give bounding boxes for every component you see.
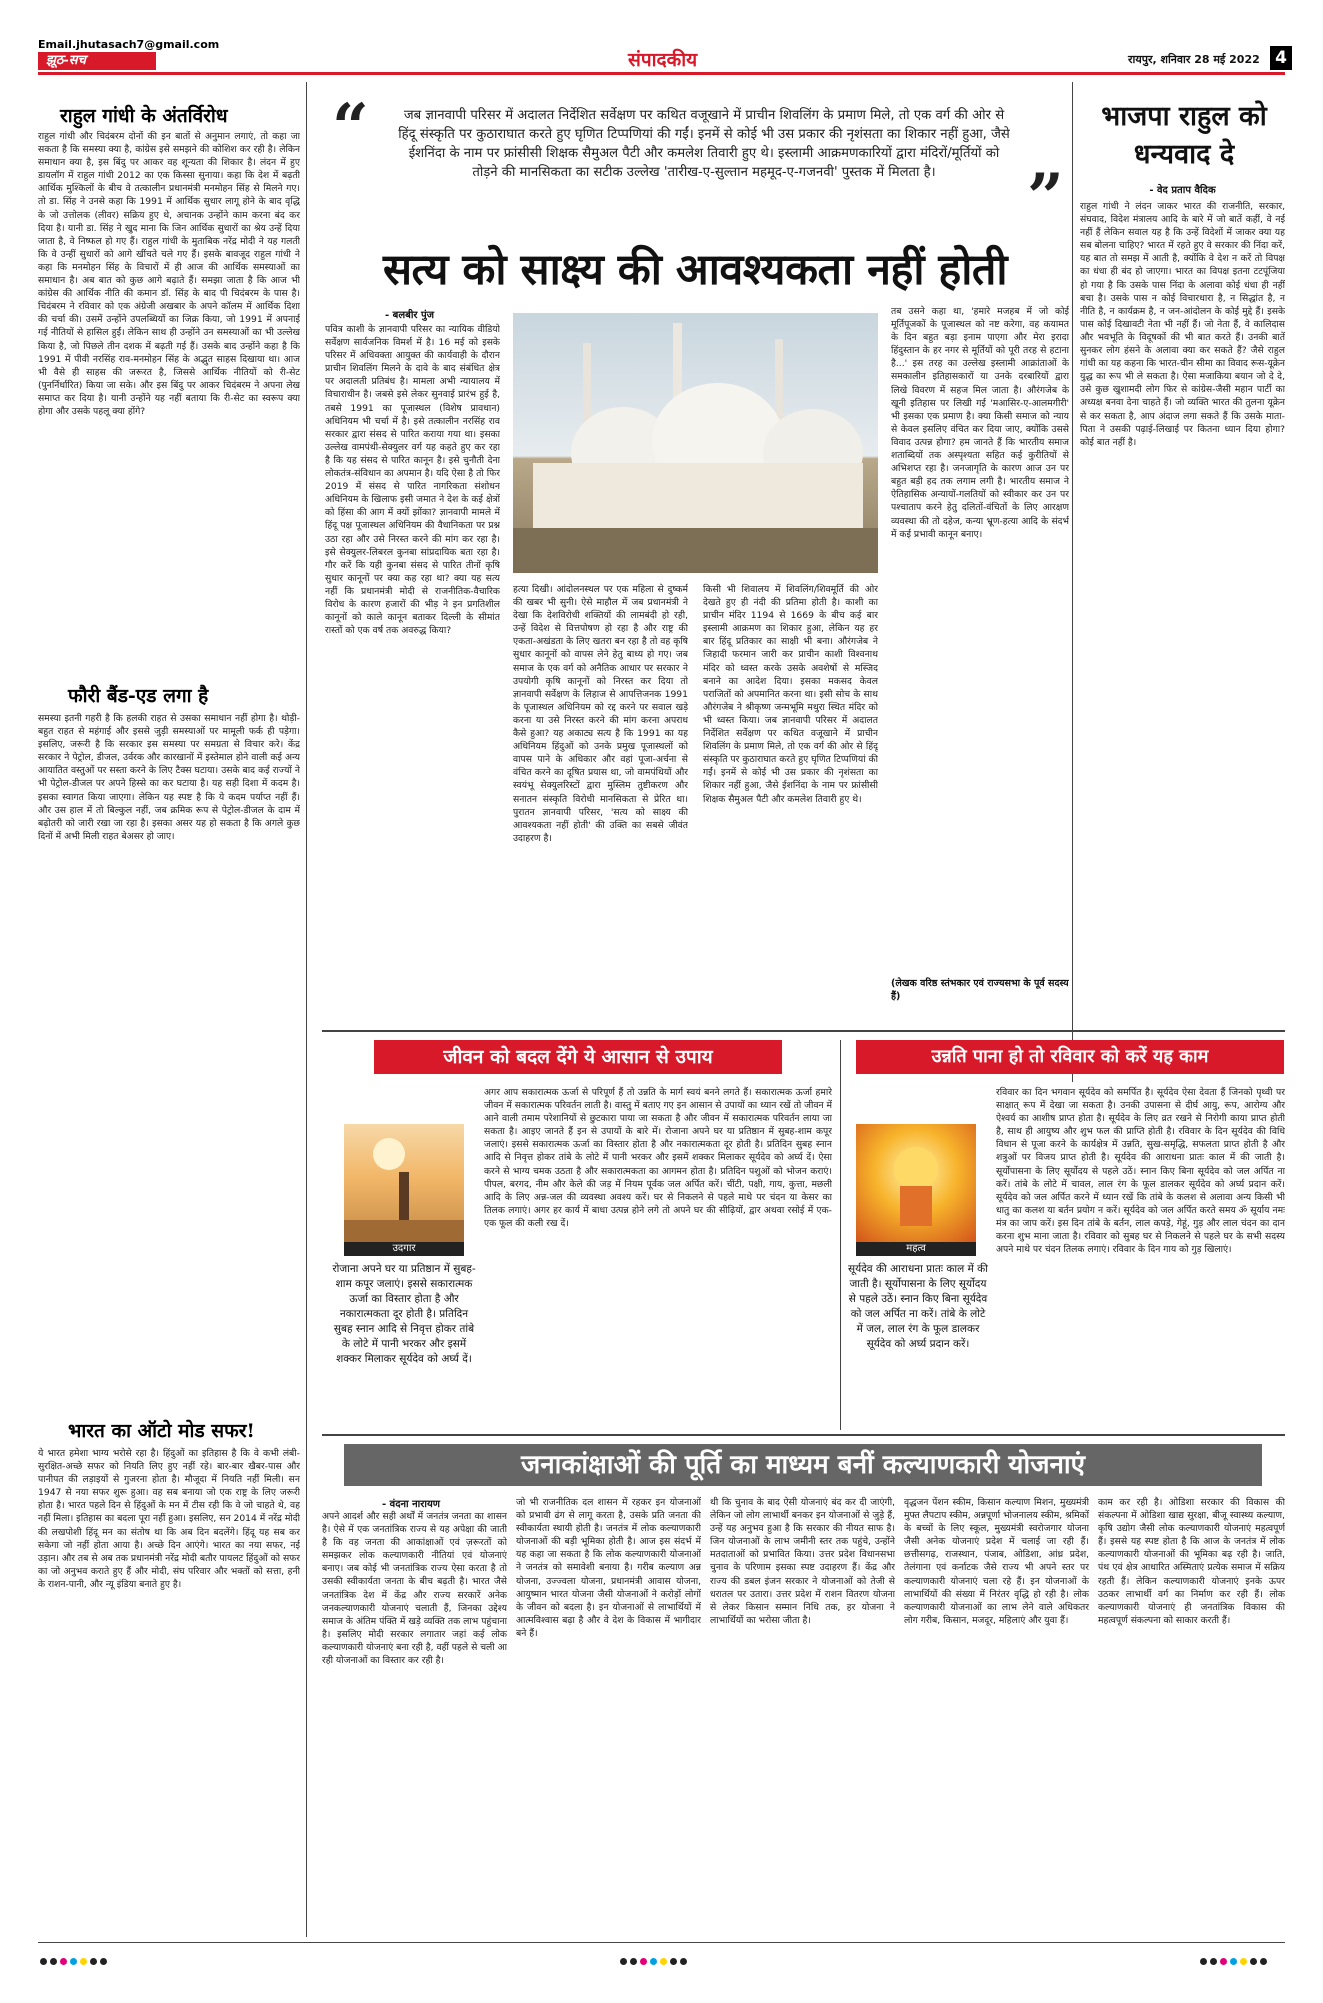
feature-2-headline: उन्नति पाना हो तो रविवार को करें यह काम — [856, 1040, 1284, 1074]
bottom-byline: - वंदना नारायण — [382, 1499, 440, 1510]
masthead — [38, 38, 1285, 70]
gyanvapi-photo — [513, 313, 878, 573]
section-title: संपादकीय — [628, 49, 698, 71]
pull-quote — [322, 90, 1064, 235]
sun-worship-illustration — [344, 1124, 464, 1242]
right-column — [1080, 82, 1285, 1082]
main-byline-footer: (लेखक वरिष्ठ स्तंभकार एवं राज्यसभा के पूर्व सदस्य हैं) — [891, 978, 1069, 1002]
main-col-3: किसी भी शिवालय में शिवलिंग/शिवमूर्ति की ओर देखते हुए ही नंदी की प्रतिमा होती है। काशी का प्राचीन मंदिर 1194 से 1669 के बीच कई बार इस्लामी आक्रमण का शिकार हुआ, लेकिन यह हर बार हिंदू प्रतिकार का साक्षी भी बना। औरंगजेब ने जिहादी फरमान जारी कर प्राचीन काशी विश्वनाथ मंदिर को ध्वस्त करके उसके अवशेषों से मस्जिद बनाने का आदेश दिया। इसका मकसद केवल पराजितों को अपमानित करना था। इसी सोच के साथ औरंगजेब ने श्रीकृष्ण जन्मभूमि मथुरा स्थित मंदिर को भी ध्वस्त किया। जब ज्ञानवापी परिसर में अदालत निर्देशित सर्वेक्षण पर कथित वजूखाने में प्राचीन शिवलिंग के प्रमाण मिले, तो एक वर्ग की ओर से हिंदू संस्कृति पर कुठाराघात करते हुए घृणित टिप्पणियां की गईं। इनमें से कोई भी उस प्रकार की नृशंसता का शिकार नहीं हुआ, जैसे ईशनिंदा के नाम पर फ्रांसीसी शिक्षक सैमुअल पैटी और कमलेश तिवारी हुए थे। — [703, 584, 878, 805]
footer-color-marks-left — [40, 1958, 107, 1965]
main-col-4: तब उसने कहा था, 'हमारे मजहब में जो कोई मूर्तिपूजकों के पूजास्थल को नष्ट करेगा, वह कयामत के दिन बहुत बड़ा इनाम पाएगा और मेरा इरादा हिंदुस्तान के हर नगर से मूर्तियों को पूरी तरह से हटाना है...' इस तरह का उल्लेख इस्लामी आक्रांताओं के समकालीन इतिहासकारों या उनके दरबारियों द्वारा लिखे विवरण में सहज मिल जाता है। औरंगजेब के खूनी इतिहास पर लिखी गई 'मआसिर-ए-आलमगीरी' भी इसका एक प्रमाण है। क्या किसी समाज को न्याय से केवल इसलिए वंचित कर दिया जाए, क्योंकि उससे विवाद उत्पन्न होगा? हम जानते हैं कि भारतीय समाज शताब्दियों तक अस्पृश्यता सहित कई कुरीतियों से अभिशप्त रहा है। जनजागृति के कारण आज उन पर बहुत बड़ी हद तक लगाम लगी है। भारतीय समाज ने ऐतिहासिक अन्यायों-गलतियों को स्वीकार कर उन पर पश्चाताप करने हेतु दलितों-वंचितों के लिए आरक्षण व्यवस्था की तो दहेज, कन्या भ्रूण-हत्या आदि के संदर्भ में कई प्रभावी कानून बनाए। — [891, 306, 1069, 540]
footer-color-marks-center — [620, 1958, 687, 1965]
quote-text: जब ज्ञानवापी परिसर में अदालत निर्देशित सर्वेक्षण पर कथित वजूखाने में प्राचीन शिवलिंग के प्रमाण मिले, तो एक वर्ग की ओर से हिंदू संस्कृति पर कुठाराघात करते हुए घृणित टिप्पणियां की गईं। इनमें से कोई भी उस प्रकार की नृशंसता का शिकार नहीं हुआ, जैसे ईशनिंदा के नाम पर फ्रांसीसी शिक्षक सैमुअल पैटी और कमलेश तिवारी हुए थे। इस्लामी आक्रमणकारियों द्वारा मंदिरों/मूर्तियों को तोड़ने की मानसिकता का सटीक उल्लेख 'तारीख-ए-सुल्तान महमूद-ए-गजनवी' पुस्तक में मिलता है। — [398, 108, 1010, 180]
left-headline-1: राहुल गांधी के अंतर्विरोध — [60, 105, 228, 127]
left-body-2: समस्या इतनी गहरी है कि हलकी राहत से उसका समाधान नहीं होगा है। थोड़ी-बहुत राहत से महंगाई और इससे जुड़ी समस्याओं पर मामूली फर्क ही पड़ेगा। इसलिए, जरूरी है कि सरकार इस समस्या पर समग्रता से विचार करे। केंद्र सरकार ने पेट्रोल, डीजल, उर्वरक और कारखानों में इस्तेमाल होने वाली कई अन्य आयातित वस्तुओं पर सस्ता करने के लिए टैक्स घटाया। उसके बाद कई राज्यों ने भी पेट्रोल-डीजल पर अपने हिस्से का कर घटाया है। यह सही दिशा में कदम है। इसका स्वागत किया जाएगा। लेकिन यह स्पष्ट है कि ये कदम पर्याप्त नहीं हैं। और उस हाल में तो बिल्कुल नहीं, जब क्रमिक रूप से पेट्रोल-डीजल के दाम में बढ़ोतरी को जारी रखा जा रहा है। इसका असर यह हो सकता है कि अगले कुछ दिनों में अभी मिली राहत बेअसर हो जाए। — [38, 713, 300, 842]
footer-rule — [38, 1942, 1285, 1943]
left-body-3: ये भारत हमेशा भाग्य भरोसे रहा है। हिंदुओं का इतिहास है कि वे कभी लंबी-सुरक्षित-अच्छे सफर को नियति लिए हुए नहीं रहे। बार-बार खैबर-पास और पानीपत की लड़ाइयों से गुजरना होता है। मौजूदा में नियति नहीं मिली। सन 1947 से नया सफर शुरू हुआ। वह सब बनाया जो एक राष्ट्र के लिए जरूरी होता है। भारत पहले दिन से हिंदुओं के मन में टीस रही कि वे जो चाहते थे, वह नहीं मिला। इतिहास का बदला पूरा नहीं हुआ। इसलिए, सन 2014 में नरेंद्र मोदी की लखपोशी हिंदू मन का संतोष था कि अब दिन बदलेंगे। हिंदू यह सब कर सकेगा जो नहीं होता आया है। अच्छे दिन आएंगे। भारत का नया सफर, नई उड़ान। और तब से अब तक प्रधानमंत्री नरेंद्र मोदी बतौर पायलट हिंदुओं को सफर का जो अनुभव कराते हुए हैं और मोदी, संघ परिवार और भक्तों को सत्ता, हनी के राशन-पानी, और न्यू इंडिया बनाते हुए है। — [38, 1448, 300, 1590]
header-rule — [38, 72, 1285, 75]
left-body-1: राहुल गांधी और चिदंबरम दोनों की इन बातों से अनुमान लगाएं, तो कहा जा सकता है कि समस्या क्या है, कांग्रेस इसे समझने की कोशिश कर रही है। लेकिन समाधान क्या है, इस बिंदु पर आकर वह शून्यता की शिकार है। लंदन में हुए डायलॉग में राहुल गांधी 2012 का एक किस्सा सुनाया। कहा कि देश में बढ़ती आर्थिक मुश्किलों के बीच वे तत्कालीन प्रधानमंत्री मनमोहन सिंह से मिलने गए। तो डा. सिंह ने उनसे कहा कि 1991 में आर्थिक सुधार लागू होने के बाद वृद्धि के जो उत्तोलक (लीवर) सक्रिय हुए थे, अचानक उन्होंने काम करना बंद कर दिया है। यानी डा. सिंह ने खुद माना कि जिन आर्थिक सुधारों का श्रेय उन्हें दिया जाता है, वे निष्फल हो गए हैं। राहुल गांधी के मुताबिक नरेंद्र मोदी ने यह गलती कि वे उन्हीं सुधारों को आगे खींचते चले गए हैं। इसके बावजूद राहुल गांधी ने कहा कि मनमोहन सिंह के विचारों में ही आज की आर्थिक समस्याओं का समाधान है। अब बात को कुछ आगे बढ़ाते हैं। समझा जाता है कि आज भी कांग्रेस की आर्थिक नीति की कमान डॉ. सिंह के बाद पी चिदंबरम के पास है। चिदंबरम ने रविवार को एक अंग्रेजी अखबार के अपने कॉलम में आर्थिक दिशा की चर्चा की। उसमें उन्होंने उपलब्धियों का जिक्र किया, जो 1991 में अपनाई गई नीतियों से हासिल हुईं। लेकिन साथ ही उन्होंने उन समस्याओं का भी उल्लेख किया है, जो पिछले तीन दशक में बढ़ती गई हैं। उसके बाद उन्होंने कहा है कि 1991 में पीवी नरसिंह राव-मनमोहन सिंह के अद्भुत साहस दिखाया था। आज भी वैसे ही साहस की जरूरत है, जिससे आर्थिक नीतियों को री-सेट (पुनर्निर्धारित) किया जा सके। और इस बिंदु पर आकर चिदंबरम ने अपना लेख समाप्त कर दिया है। यानी उन्होंने यह नहीं बताया कि री-सेट का स्वरूप क्या होगा और उसके पहलू क्या होंगे? — [38, 131, 300, 417]
bottom-col-5: काम कर रही है। ओडिशा सरकार की विकास की संकल्पना में ओडिशा खाद्य सुरक्षा, बीजू स्वास्थ्य कल्याण, कृषि उद्योग जैसी लोक कल्याणकारी योजनाएं महत्वपूर्ण हैं। इससे यह स्पष्ट होता है कि आज के जनतंत्र में लोक कल्याणकारी योजनाओं की भूमिका बढ़ रही है। जाति, पंथ एवं क्षेत्र आधारित अस्मिताएं प्रत्येक समाज में सक्रिय रहती हैं। लेकिन कल्याणकारी योजनाएं इनके ऊपर उठकर लाभार्थी वर्ग का निर्माण कर रही हैं। लोक कल्याणकारी योजनाएं ही जनतांत्रिक विकास की महत्वपूर्ण संकल्पना को साकार करती हैं। — [1098, 1497, 1285, 1626]
feature-1-photo — [344, 1124, 464, 1242]
left-column — [38, 82, 300, 1937]
feature-2-photo — [856, 1124, 976, 1242]
bottom-col-3: थी कि चुनाव के बाद ऐसी योजनाएं बंद कर दी जाएंगी, लेकिन जो लोग लाभार्थी बनकर इन योजनाओं से जुड़े हैं, उन्हें यह अनुभव हुआ है कि सरकार की नीयत साफ है। जिन योजनाओं के लाभ जमीनी स्तर तक पहुंचे, उन्होंने मतदाताओं को प्रभावित किया। उत्तर प्रदेश विधानसभा चुनाव के परिणाम इसका स्पष्ट उदाहरण हैं। केंद्र और राज्य की डबल इंजन सरकार ने योजनाओं को तेजी से धरातल पर उतारा। उत्तर प्रदेश में राशन वितरण योजना से लेकर किसान सम्मान निधि तक, हर योजना ने लाभार्थियों का भरोसा जीता है। — [710, 1497, 895, 1626]
feature-2-body: रविवार का दिन भगवान सूर्यदेव को समर्पित है। सूर्यदेव ऐसा देवता हैं जिनको पृथ्वी पर साक्षात् रूप में देखा जा सकता है। उनकी उपासना से दीर्घ आयु, रूप, आरोग्य और ऐश्वर्य का आशीष प्राप्त होता है। सूर्यदेव के लिए व्रत रखने से निरोगी काया प्राप्त होती है, साथ ही आयुष्य और शुभ फल की प्राप्ति होती है। रविवार के दिन सूर्यदेव की विधि विधान से पूजा करने के कार्यक्षेत्र में उन्नति, सुख-समृद्धि, सफलता प्राप्त होती है और शत्रुओं पर विजय प्राप्त होती है। सूर्यदेव की आराधना प्रातः काल में की जाती है। सूर्योपासना के लिए सूर्योदय से पहले उठें। स्नान किए बिना सूर्यदेव को जल अर्पित ना करें। तांबे के लोटे में चावल, लाल रंग के फूल डालकर सूर्यदेव को अर्घ्य प्रदान करें। सूर्यदेव को जल अर्पित करने में ध्यान रखें कि तांबे के कलश से अलावा अन्य किसी भी धातु का कलश या बर्तन प्रयोग न करें। सूर्यदेव को जल अर्पित करते समय ॐ सूर्याय नमः मंत्र का जाप करें। इस दिन तांबे के बर्तन, लाल कपड़े, गेहूं, गुड़ और लाल चंदन का दान करना शुभ माना जाता है। रविवार को सुबह घर से निकलने से पहले घर के सभी सदस्य अपने माथे पर चंदन तिलक लगाएं। रविवार के दिन गाय को गुड़ खिलाएं। — [996, 1087, 1285, 1256]
main-col-2: हत्या दिखी। आंदोलनस्थल पर एक महिला से दुष्कर्म की खबर भी सुनी। ऐसे माहौल में जब प्रधानमंत्री ने देखा कि देशविरोधी शक्तियों की लामबंदी हो रही, उन्हें विदेश से वित्तपोषण हो रहा है और राष्ट्र की एकता-अखंडता के लिए खतरा बन रहा है तो वह कृषि सुधार कानूनों को वापस लेने हेतु बाध्य हो गए। जब समाज के एक वर्ग को अनैतिक आधार पर सरकार ने उपयोगी कृषि कानूनों को निरस्त कर दिया तो ज्ञानवापी सर्वेक्षण के लिहाज से आपत्तिजनक 1991 के पूजास्थल अधिनियम को रद्द करने पर सवाल खड़े करना या उसे निरस्त करने की मांग करना अपराध कैसे हुआ? यह अकाट्य सत्य है कि 1991 का यह अधिनियम हिंदुओं को उनके प्रमुख पूजास्थलों को वापस पाने के अधिकार और वहां पूजा-अर्चना से वंचित करने का दूषित प्रयास था, जो वामपंथियों और स्वयंभू सेक्युलरिस्टों द्वारा मुस्लिम तुष्टीकरण और सनातन संस्कृति विरोधी मानसिकता से प्रेरित था। पुरातन ज्ञानवापी परिसर, 'सत्य को साक्ष्य की आवश्यकता नहीं होती' की उक्ति का सबसे जीवंत उदाहरण है। — [513, 584, 688, 844]
close-quote-icon: ” — [1027, 160, 1064, 235]
bottom-col-1: अपने आदर्श और सही अर्थों में जनतंत्र जनता का शासन है। ऐसे में एक जनतांत्रिक राज्य से यह अपेक्षा की जाती है कि वह जनता की आकांक्षाओं एवं ज़रूरतों को समझकर लोक कल्याणकारी नीतियां एवं योजनाएं बनाए। जब कोई भी जनतांत्रिक राज्य ऐसा करता है तो उसकी स्वीकार्यता जनता के बीच बढ़ती है। भारत जैसे जनतांत्रिक देश में केंद्र और राज्य सरकारें अनेक जनकल्याणकारी योजनाएं चलाती हैं, जिनका उद्देश्य समाज के अंतिम पंक्ति में खड़े व्यक्ति तक लाभ पहुंचाना है। इसलिए मोदी सरकार लगातार जहां कई लोक कल्याणकारी योजनाएं बना रही है, वहीं पहले से चली आ रही योजनाओं का विस्तार कर रही है। — [322, 1511, 507, 1667]
email-address[interactable]: Email.jhutasach7@gmail.com — [38, 38, 220, 51]
feature-2-caption: महत्व — [856, 1242, 976, 1256]
feature-1-body: अगर आप सकारात्मक ऊर्जा से परिपूर्ण हैं तो उन्नति के मार्ग स्वयं बनने लगते हैं। सकारात्मक ऊर्जा हमारे जीवन में सकारात्मक परिवर्तन लाती है। वास्तु में बताए गए इन आसान से उपायों का ध्यान रखें तो जीवन में आने वाली तमाम परेशानियों से छुटकारा पाया जा सकता है और जीवन में सकारात्मक परिवर्तन लाया जा सकता है। आइए जानते हैं इन से उपायों के बारे में। रोजाना अपने घर या प्रतिष्ठान में सुबह-शाम कपूर जलाएं। इससे सकारात्मक ऊर्जा का विस्तार होता है और नकारात्मकता दूर होती है। प्रतिदिन सुबह स्नान आदि से निवृत्त होकर तांबे के लोटे में पानी भरकर और इसमें शक्कर मिलाकर सूर्यदेव को अर्घ्य दें। ऐसा करने से भाग्य चमक उठता है और सकारात्मकता का आगमन होता है। प्रतिदिन पशुओं को भोजन कराएं। पीपल, बरगद, नीम और केले की जड़ में नियम पूर्वक जल अर्पित करें। चींटी, पक्षी, गाय, कुत्ता, मछली आदि के लिए अन्न-जल की व्यवस्था अवश्य करें। घर से निकलने से पहले माथे पर चंदन या केसर का तिलक लगाएं। अगर हर कार्य में बाधा उत्पन्न होने लगे तो अपने घर की सीढ़ियों, द्वार अथवा रसोई में एक-एक फूल की कली रख दें। — [484, 1087, 832, 1229]
footer-color-marks-right — [1200, 1958, 1267, 1965]
newspaper-logo: झूठ-सच — [38, 52, 156, 70]
bottom-col-4: वृद्धजन पेंशन स्कीम, किसान कल्याण मिशन, मुख्यमंत्री मुफ्त लैपटाप स्कीम, अन्नपूर्णा भोजनालय स्कीम, श्रमिकों के बच्चों के लिए स्कूल, मुख्यमंत्री स्वरोजगार योजना जैसी अनेक योजनाएं प्रदेश में चलाई जा रही हैं। छत्तीसगढ़, राजस्थान, पंजाब, ओडिशा, आंध्र प्रदेश, तेलंगाना एवं कर्नाटक जैसे राज्य भी अपने स्तर पर कल्याणकारी योजनाएं चला रहे हैं। इन योजनाओं के लाभार्थियों की संख्या में निरंतर वृद्धि हो रही है। लोक कल्याणकारी योजनाओं का लाभ लेने वाले अधिकतर लोग गरीब, किसान, मजदूर, महिलाएं और युवा हैं। — [904, 1497, 1089, 1626]
dateline: रायपुर, शनिवार 28 मई 2022 — [1128, 53, 1260, 66]
left-headline-2: फौरी बैंड-एड लगा है — [68, 685, 209, 707]
right-column-divider — [1072, 82, 1073, 1082]
main-headline: सत्य को साक्ष्य की आवश्यकता नहीं होती — [382, 245, 1008, 295]
feature-1 — [322, 1040, 835, 1430]
bottom-col-2: जो भी राजनीतिक दल शासन में रहकर इन योजनाओं को प्रभावी ढंग से लागू करता है, उसके प्रति जनता की स्वीकार्यता स्थायी होती है। जनतंत्र में लोक कल्याणकारी योजनाओं की बड़ी भूमिका होती है। आज इस संदर्भ में यह कहा जा सकता है कि लोक कल्याणकारी योजनाओं ने जनतंत्र को समावेशी बनाया है। गरीब कल्याण अन्न योजना, उज्ज्वला योजना, प्रधानमंत्री आवास योजना, आयुष्मान भारत योजना जैसी योजनाओं ने करोड़ों लोगों के जीवन को बदला है। इन योजनाओं से लाभार्थियों में आत्मविश्वास बढ़ा है और वे देश के विकास में भागीदार बने हैं। — [516, 1497, 701, 1639]
right-body: राहुल गांधी ने लंदन जाकर भारत की राजनीति, सरकार, संघवाद, विदेश मंत्रालय आदि के बारे में जो बातें कहीं, वे नई नहीं हैं लेकिन सवाल यह है कि उन्हें विदेशों में जाकर क्या यह सब बोलना चाहिए? भारत में रहते हुए वे सरकार की निंदा करें, यह बात तो समझ में आती है, क्योंकि वे देश न करें तो विपक्ष का धंधा ही बंद हो जाएगा। भारत का विपक्ष इतना टटपूंजिया हो गया है कि उसके पास निंदा के अलावा कोई धंधा ही नहीं बचा है। उसके पास न कोई विचारधारा है, न सिद्धांत है, न नीति है, न कार्यक्रम है, न जन-आंदोलन के कोई मुद्दे हैं। इसके पास कोई दिखावटी नेता भी नहीं हैं। जो नेता हैं, वे कालिदास और भवभूति के विदूषकों की भी बात करते हैं। उनकी बातें सुनकर लोग हंसने के अलावा क्या कर सकते हैं? जैसे राहुल गांधी का यह कहना कि भारत-चीन सीमा का विवाद रूस-यूक्रेन युद्ध का रूप भी ले सकता है। ऐसा मजाकिया बयान जो दे दे, उसे कुछ खुशामदी लोग फिर से कांग्रेस-जैसी महान पार्टी का अध्यक्ष बनवा देना चाहते हैं। जो व्यक्ति भारत की तुलना यूक्रेन से कर सकता है, आप अंदाज लगा सकते हैं कि उसके माता-पिता ने उसकी पढ़ाई-लिखाई पर कितना ध्यान दिया होगा? कोई बात नहीं है। — [1080, 201, 1285, 448]
left-column-divider — [306, 82, 307, 1937]
feature-1-caption: उदगार — [344, 1242, 464, 1256]
sun-god-illustration — [856, 1124, 976, 1242]
bottom-article — [322, 1444, 1285, 1939]
main-col-1: पवित्र काशी के ज्ञानवापी परिसर का न्यायिक वीडियो सर्वेक्षण सार्वजनिक विमर्श में है। 16 मई को इसके परिसर में अधिवक्ता आयुक्त की कार्यवाही के दौरान प्राचीन शिवलिंग मिलने के दावे के बाद संबंधित क्षेत्र पर अदालती प्रतिबंध है। मामला अभी न्यायालय में विचाराधीन है। जबसे इसे लेकर सुनवाई प्रारंभ हुई है, तबसे 1991 का पूजास्थल (विशेष प्रावधान) अधिनियम भी चर्चा में है। इसे तत्कालीन नरसिंह राव सरकार द्वारा संसद से पारित कराया गया था। इसका उल्लेख वामपंथी-सेक्युलर वर्ग यह कहते हुए कर रहा है कि यह संसद से पारित कानून है। इसे चुनौती देना लोकतंत्र-संविधान का अपमान है। यदि ऐसा है तो फिर 2019 में संसद से पारित नागरिकता संशोधन अधिनियम के खिलाफ इसी जमात ने देश के कई क्षेत्रों को हिंसा की आग में क्यों झोंका? ज्ञानवापी मामले में हिंदू पक्ष पूजास्थल अधिनियम की वैधानिकता पर प्रश्न उठा रहा और उसे निरस्त करने की मांग कर रहा है। इसे सेक्युलर-लिबरल कुनबा सांप्रदायिक बता रहा है। गौर करें कि यही कुनबा संसद से पारित तीनों कृषि सुधार कानूनों पर क्या कह रहा था? क्या यह सत्य नहीं कि प्रधानमंत्री मोदी से राजनीतिक-वैचारिक विरोध के कारण हजारों की भीड़ ने इन प्रगतिशील कानूनों को काले कानून बताकर दिल्ली के सीमांत रास्तों को एक वर्ष तक अवरुद्ध किया? — [325, 324, 500, 637]
page-number: 4 — [1270, 46, 1292, 70]
right-headline: भाजपा राहुल को धन्यवाद दे — [1101, 101, 1267, 170]
bottom-headline: जनाकांक्षाओं की पूर्ति का माध्यम बनीं कल्याणकारी योजनाएं — [344, 1444, 1262, 1486]
middle-rule — [322, 1030, 1285, 1032]
left-headline-3: भारत का ऑटो मोड सफर! — [68, 1420, 255, 1442]
main-byline: - बलबीर पुंज — [385, 310, 435, 321]
feature-2-pull: सूर्यदेव की आराधना प्रातः काल में की जाती है। सूर्योपासना के लिए सूर्योदय से पहले उठें। स्नान किए बिना सूर्यदेव को जल अर्पित ना करें। तांबे के लोटे में जल, लाल रंग के फूल डालकर सूर्यदेव को अर्घ्य प्रदान करें। — [848, 1263, 988, 1350]
feature-1-pull: रोजाना अपने घर या प्रतिष्ठान में सुबह-शाम कपूर जलाएं। इससे सकारात्मक ऊर्जा का विस्तार होता है और नकारात्मकता दूर होती है। प्रतिदिन सुबह स्नान आदि से निवृत्त होकर तांबे के लोटे में पानी भरकर और इसमें शक्कर मिलाकर सूर्यदेव को अर्घ्य दें। — [332, 1263, 476, 1365]
lower-rule — [322, 1434, 1285, 1436]
feature-1-headline: जीवन को बदल देंगे ये आसान से उपाय — [374, 1040, 782, 1074]
open-quote-icon: “ — [332, 90, 369, 165]
feature-divider — [840, 1040, 841, 1430]
feature-2 — [848, 1040, 1285, 1430]
mosque-illustration — [513, 313, 878, 573]
main-article — [325, 305, 1070, 1020]
right-byline: - वेद प्रताप वैदिक — [1149, 185, 1216, 196]
